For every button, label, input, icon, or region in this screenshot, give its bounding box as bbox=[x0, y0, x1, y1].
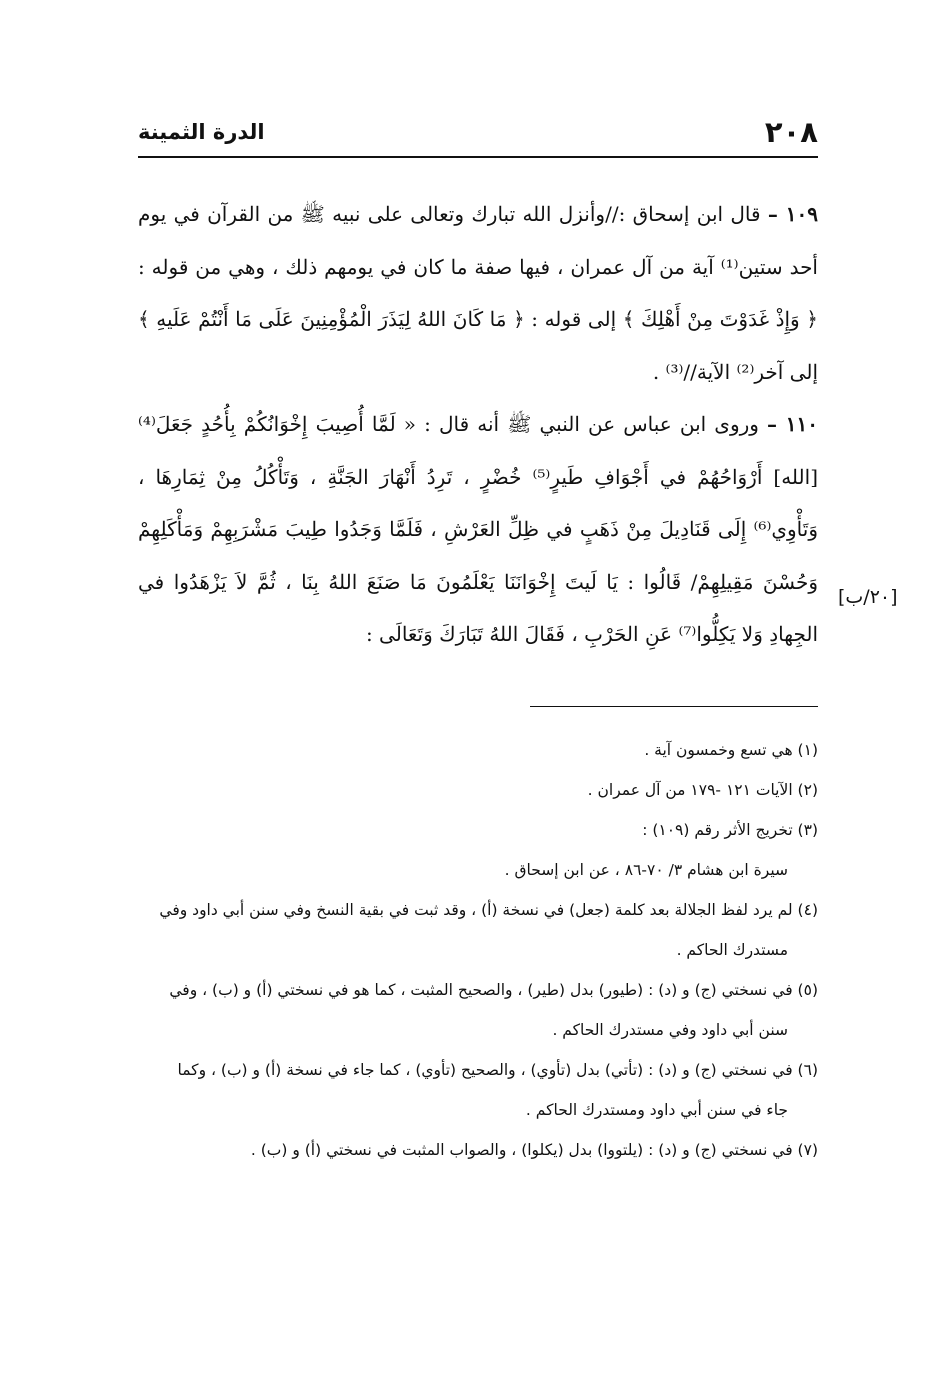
page-header bbox=[138, 112, 818, 152]
paragraph-text: قال ابن إسحاق ://وأنزل الله تبارك وتعالى على نبيه ﷺ من القرآن في يوم أحد ستين⁽¹⁾ آية من آل عمران ، فيها صفة ما كان في يومهم ذلك ، وهي من قوله : ﴿ وَإِذْ غَدَوْتَ مِنْ أَهْلِكَ ﴾ إلى قوله : ﴿ مَا كَانَ اللهُ لِيَذَرَ الْمُؤْمِنِينَ عَلَى مَا أَنْتُمْ عَلَيهِ ﴾ إلى آخر⁽²⁾ الآية//⁽³⁾ . bbox=[138, 202, 818, 384]
footnote-line: (٥) في نسختي (ج) و (د) : (طيور) بدل (طير) ، والصحيح المثبت ، كما هو في نسختي (أ) و (ب) ، وفي bbox=[169, 981, 818, 999]
paragraph-text: وروى ابن عباس عن النبي ﷺ أنه قال : « لَمَّا أُصِيبَ إِخْوَانُكُمْ بِأُحُدٍ جَعَلَ⁽⁴⁾ [الله] أَرْوَاحُهُمْ في أَجْوَافِ طَيرٍ⁽⁵⁾ خُضْرٍ ، تَرِدُ أَنْهَارَ الجَنَّةِ ، وَتَأْكُلُ مِنْ ثِمَارِهَا ، وَتَأْوِي⁽⁶⁾ إِلَى قَنَادِيلَ مِنْ ذَهَبٍ في ظِلِّ العَرْشِ ، فَلَمَّا وَجَدُوا طِيبَ مَشْرَبِهِمْ وَمَأْكَلِهِمْ وَحُسْنَ مَقِيلِهِمْ/ قَالُوا : يَا لَيتَ إِخْوَانَنَا يَعْلَمُونَ مَا صَنَعَ اللهُ بِنَا ، ثُمَّ لاَ يَزْهَدُوا في الجِهادِ وَلا يَكِلُّوا⁽⁷⁾ عَنِ الحَرْبِ ، فَقَالَ اللهُ تَبَارَكَ وَتَعَالَى : bbox=[138, 412, 818, 646]
footnotes bbox=[138, 730, 818, 1170]
footnote-6 bbox=[138, 1050, 818, 1130]
header-rule bbox=[138, 156, 818, 158]
paragraph-110 bbox=[138, 398, 818, 661]
footnote-line: (٤) لم يرد لفظ الجلالة بعد كلمة (جعل) في نسخة (أ) ، وقد ثبت في بقية النسخ وفي سنن أبي داود وفي bbox=[159, 901, 818, 919]
footnote-line: (٢) الآيات ١٢١ -١٧٩ من آل عمران . bbox=[587, 781, 818, 799]
footnote-3-source bbox=[138, 850, 818, 890]
footnote-2 bbox=[138, 770, 818, 810]
paragraph-number: ١١٠ – bbox=[767, 412, 818, 436]
footnote-3 bbox=[138, 810, 818, 850]
footnote-7 bbox=[138, 1130, 818, 1170]
paragraph-109 bbox=[138, 188, 818, 398]
footnote-line: (١) هي تسع وخمسون آية . bbox=[644, 741, 818, 759]
footnote-line: سنن أبي داود وفي مستدرك الحاكم . bbox=[552, 1021, 788, 1039]
footnote-line: (٦) في نسختي (ج) و (د) : (تأتي) بدل (تأوي) ، والصحيح (تأوي) ، كما جاء في نسخة (أ) و (ب) ، وكما bbox=[177, 1061, 818, 1079]
footnote-line: (٣) تخريج الأثر رقم (١٠٩) : bbox=[642, 821, 818, 839]
paragraph-number: ١٠٩ – bbox=[767, 202, 818, 226]
footnote-line: (٧) في نسختي (ج) و (د) : (يلتووا) بدل (يكلوا) ، والصواب المثبت في نسختي (أ) و (ب) . bbox=[250, 1141, 818, 1159]
footnote-1 bbox=[138, 730, 818, 770]
page-number: ٢٠٨ bbox=[764, 115, 818, 149]
running-title: الدرة الثمينة bbox=[138, 120, 265, 144]
footnote-separator bbox=[530, 706, 818, 707]
footnote-line: سيرة ابن هشام ٣/ ٧٠-٨٦ ، عن ابن إسحاق . bbox=[504, 861, 788, 879]
footnote-line: جاء في سنن أبي داود ومستدرك الحاكم . bbox=[525, 1101, 788, 1119]
manuscript-folio-marker: [٢٠/ب] bbox=[838, 586, 898, 608]
footnote-5 bbox=[138, 970, 818, 1050]
footnote-4 bbox=[138, 890, 818, 970]
main-text bbox=[138, 188, 818, 661]
footnote-line: مستدرك الحاكم . bbox=[676, 941, 788, 959]
